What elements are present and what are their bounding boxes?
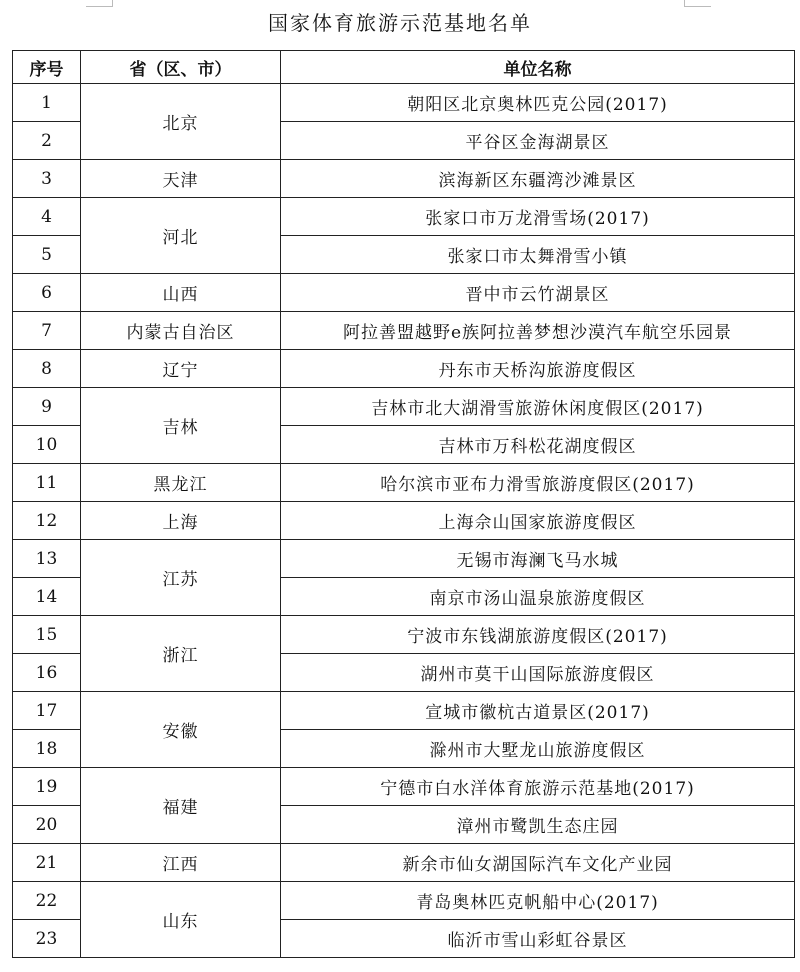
unit-name-cell: 宁德市白水洋体育旅游示范基地(2017) — [281, 768, 795, 806]
row-number: 13 — [13, 540, 81, 578]
document-title: 国家体育旅游示范基地名单 — [268, 11, 532, 35]
province-cell: 安徽 — [81, 692, 281, 768]
row-number: 17 — [13, 692, 81, 730]
province-cell: 江苏 — [81, 540, 281, 616]
table-row — [13, 274, 795, 312]
province-cell: 辽宁 — [81, 350, 281, 388]
unit-name-cell: 漳州市鹭凯生态庄园 — [281, 806, 795, 844]
table-row — [13, 464, 795, 502]
unit-name-cell: 张家口市万龙滑雪场(2017) — [281, 198, 795, 236]
unit-name-cell: 吉林市万科松花湖度假区 — [281, 426, 795, 464]
province-cell: 山东 — [81, 882, 281, 958]
table-row — [13, 84, 795, 122]
header-unit-name: 单位名称 — [281, 51, 795, 84]
crop-mark-right — [684, 0, 711, 7]
unit-name-cell: 上海佘山国家旅游度假区 — [281, 502, 795, 540]
province-cell: 江西 — [81, 844, 281, 882]
unit-name-cell: 丹东市天桥沟旅游度假区 — [281, 350, 795, 388]
unit-name-cell: 阿拉善盟越野e族阿拉善梦想沙漠汽车航空乐园景 — [281, 312, 795, 350]
unit-name-cell: 平谷区金海湖景区 — [281, 122, 795, 160]
unit-name-cell: 吉林市北大湖滑雪旅游休闲度假区(2017) — [281, 388, 795, 426]
unit-name-cell: 宁波市东钱湖旅游度假区(2017) — [281, 616, 795, 654]
province-cell: 河北 — [81, 198, 281, 274]
row-number: 16 — [13, 654, 81, 692]
unit-name-cell: 张家口市太舞滑雪小镇 — [281, 236, 795, 274]
row-number: 8 — [13, 350, 81, 388]
row-number: 5 — [13, 236, 81, 274]
row-number: 18 — [13, 730, 81, 768]
table-row — [13, 692, 795, 730]
row-number: 10 — [13, 426, 81, 464]
unit-name-cell: 青岛奥林匹克帆船中心(2017) — [281, 882, 795, 920]
table-row — [13, 502, 795, 540]
table-row — [13, 540, 795, 578]
row-number: 15 — [13, 616, 81, 654]
unit-name-cell: 滁州市大墅龙山旅游度假区 — [281, 730, 795, 768]
table-row — [13, 882, 795, 920]
row-number: 19 — [13, 768, 81, 806]
province-cell: 北京 — [81, 84, 281, 160]
row-number: 12 — [13, 502, 81, 540]
row-number: 4 — [13, 198, 81, 236]
province-cell: 上海 — [81, 502, 281, 540]
table-row — [13, 312, 795, 350]
table-row — [13, 198, 795, 236]
province-cell: 浙江 — [81, 616, 281, 692]
unit-name-cell: 临沂市雪山彩虹谷景区 — [281, 920, 795, 958]
row-number: 23 — [13, 920, 81, 958]
unit-name-cell: 滨海新区东疆湾沙滩景区 — [281, 160, 795, 198]
crop-mark-left — [86, 0, 113, 7]
row-number: 22 — [13, 882, 81, 920]
unit-name-cell: 无锡市海澜飞马水城 — [281, 540, 795, 578]
unit-name-cell: 宣城市徽杭古道景区(2017) — [281, 692, 795, 730]
unit-name-cell: 晋中市云竹湖景区 — [281, 274, 795, 312]
table-row — [13, 616, 795, 654]
table-row — [13, 844, 795, 882]
province-cell: 内蒙古自治区 — [81, 312, 281, 350]
row-number: 21 — [13, 844, 81, 882]
unit-name-cell: 湖州市莫干山国际旅游度假区 — [281, 654, 795, 692]
row-number: 9 — [13, 388, 81, 426]
row-number: 20 — [13, 806, 81, 844]
unit-name-cell: 哈尔滨市亚布力滑雪旅游度假区(2017) — [281, 464, 795, 502]
header-number: 序号 — [13, 51, 81, 84]
row-number: 2 — [13, 122, 81, 160]
province-cell: 黑龙江 — [81, 464, 281, 502]
row-number: 14 — [13, 578, 81, 616]
demonstration-base-table — [12, 50, 795, 958]
row-number: 7 — [13, 312, 81, 350]
table-row — [13, 350, 795, 388]
row-number: 1 — [13, 84, 81, 122]
table-row — [13, 768, 795, 806]
header-province: 省（区、市） — [81, 51, 281, 84]
province-cell: 天津 — [81, 160, 281, 198]
unit-name-cell: 南京市汤山温泉旅游度假区 — [281, 578, 795, 616]
province-cell: 吉林 — [81, 388, 281, 464]
province-cell: 福建 — [81, 768, 281, 844]
unit-name-cell: 朝阳区北京奥林匹克公园(2017) — [281, 84, 795, 122]
table-body — [13, 84, 795, 958]
row-number: 3 — [13, 160, 81, 198]
table-row — [13, 388, 795, 426]
row-number: 11 — [13, 464, 81, 502]
table-header-row — [13, 51, 795, 84]
province-cell: 山西 — [81, 274, 281, 312]
unit-name-cell: 新余市仙女湖国际汽车文化产业园 — [281, 844, 795, 882]
table-row — [13, 160, 795, 198]
row-number: 6 — [13, 274, 81, 312]
